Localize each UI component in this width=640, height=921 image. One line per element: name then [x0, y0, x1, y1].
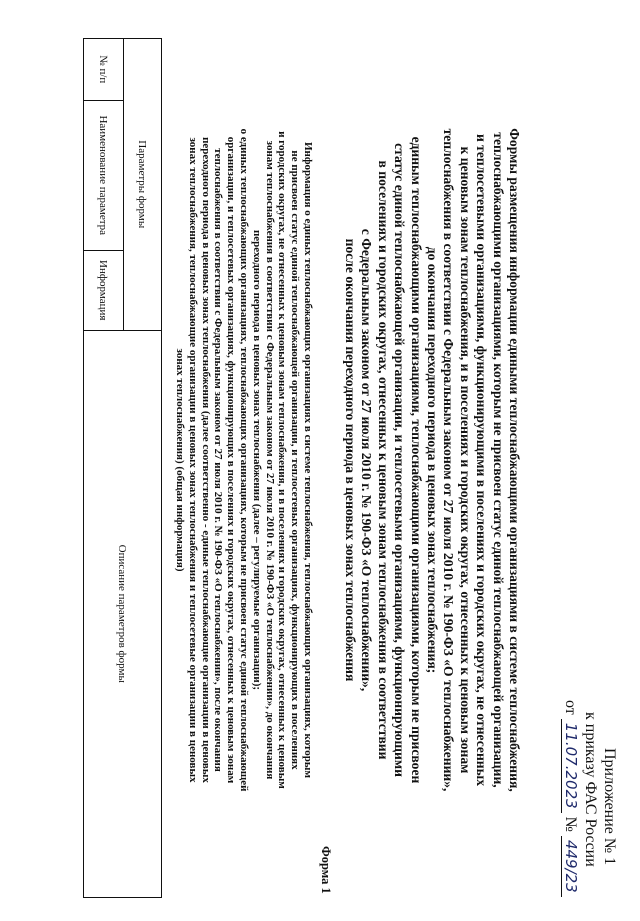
- title-line: к ценовым зонам теплоснабжения, и в поселениях и городских округах, отнесенных к ценовым зонам: [457, 146, 473, 774]
- parameters-table-wrap: [84, 38, 162, 898]
- form-label: Форма 1: [319, 846, 333, 894]
- title-line: единым теплоснабжающими организациями, теплоснабжающими организациями, которым не присвоен: [408, 136, 424, 784]
- title-line: теплоснабжающими организациями, которым не присвоен статус единой теплоснабжающей организации,: [490, 132, 506, 788]
- title-line: теплоснабжения в соответствии с Федеральным законом от 27 июля 2010 г. № 190-ФЗ «О теплоснабжении»,: [441, 128, 457, 792]
- parameters-table: [83, 38, 162, 898]
- info-line: о единых теплоснабжающих организациях, теплоснабжающих организациях, которым не присвоен статус единой теплоснабжающей: [238, 128, 251, 792]
- info-line: Информация о единых теплоснабжающих организациях в системе теплоснабжения, теплоснабжающих организациях, которым: [302, 141, 314, 779]
- params-header: Параметры формы: [124, 39, 162, 331]
- order-number: 449/23: [561, 836, 580, 897]
- document-title: [342, 30, 522, 890]
- title-line: статус единой теплоснабжающей организации, и теплосетевыми организациями, функционирующими: [392, 143, 408, 777]
- info-line: не присвоен статус единой теплоснабжающей организации, и теплосетевых организациях, функционирующих в поселениях: [289, 150, 302, 770]
- desc-header: Описание параметров формы: [84, 330, 162, 897]
- info-header: Информация: [84, 250, 124, 330]
- title-line: с Федеральным законом от 27 июля 2010 г. № 190-ФЗ «О теплоснабжении»,: [359, 228, 375, 692]
- appendix-date-line: [561, 700, 580, 897]
- title-line: Формы размещения информации едиными теплоснабжающими организациями в системе теплоснабжения,: [507, 128, 522, 792]
- info-line: зонах теплоснабжения) (общая информация): [174, 348, 187, 572]
- title-line: в поселениях и городских округах, отнесенных к ценовым зонам теплоснабжения в соответствии: [375, 160, 391, 760]
- info-line: переходного периода в ценовых зонах теплоснабжения (далее – регулируемые организации);: [250, 229, 263, 691]
- order-date: 11.07.2023: [561, 719, 580, 813]
- title-line: и теплосетевыми организациями, функционирующими в поселениях и городских округах, не отнесенных: [474, 133, 490, 787]
- num-header: № п/п: [84, 39, 124, 101]
- info-line: организации, и теплосетевых организациях, функционирующих в поселениях и городских округах, отнесенных к ценовым зонам: [225, 136, 238, 784]
- info-line: зонам теплоснабжения в соответствии с Федеральным законом от 27 июля 2010 г. № 190-ФЗ «О теплоснабжении», до окончания: [263, 140, 276, 780]
- info-line: и городских округах, не отнесенных к ценовым зонам теплоснабжения, и в поселениях и городских округах, отнесенных к ценовым: [276, 131, 289, 789]
- info-line: теплоснабжения в соответствии с Федеральным законом от 27 июля 2010 г. № 190-ФЗ «О теплоснабжении», после окончания: [212, 148, 225, 772]
- info-line: переходного периода в ценовых зонах теплоснабжения (далее соответственно - единые теплоснабжающие организации в ценовых: [199, 137, 212, 783]
- info-line: зонах теплоснабжения, теплоснабжающие организации в ценовых зонах теплоснабжения и теплосетевые организации в ценовых: [186, 137, 199, 783]
- appendix-order-ref: к приказу ФАС России: [582, 712, 599, 867]
- title-line: после окончания переходного периода в ценовых зонах теплоснабжения: [342, 238, 358, 682]
- form-description: [173, 30, 314, 890]
- number-label: №: [562, 816, 579, 832]
- table-header-row: [124, 39, 162, 898]
- name-header: Наименование параметра: [84, 100, 124, 250]
- title-line: до окончания переходного периода в ценовых зонах теплоснабжения;: [424, 246, 440, 674]
- date-from-label: от: [562, 700, 579, 715]
- appendix-title: Приложение № 1: [601, 748, 618, 866]
